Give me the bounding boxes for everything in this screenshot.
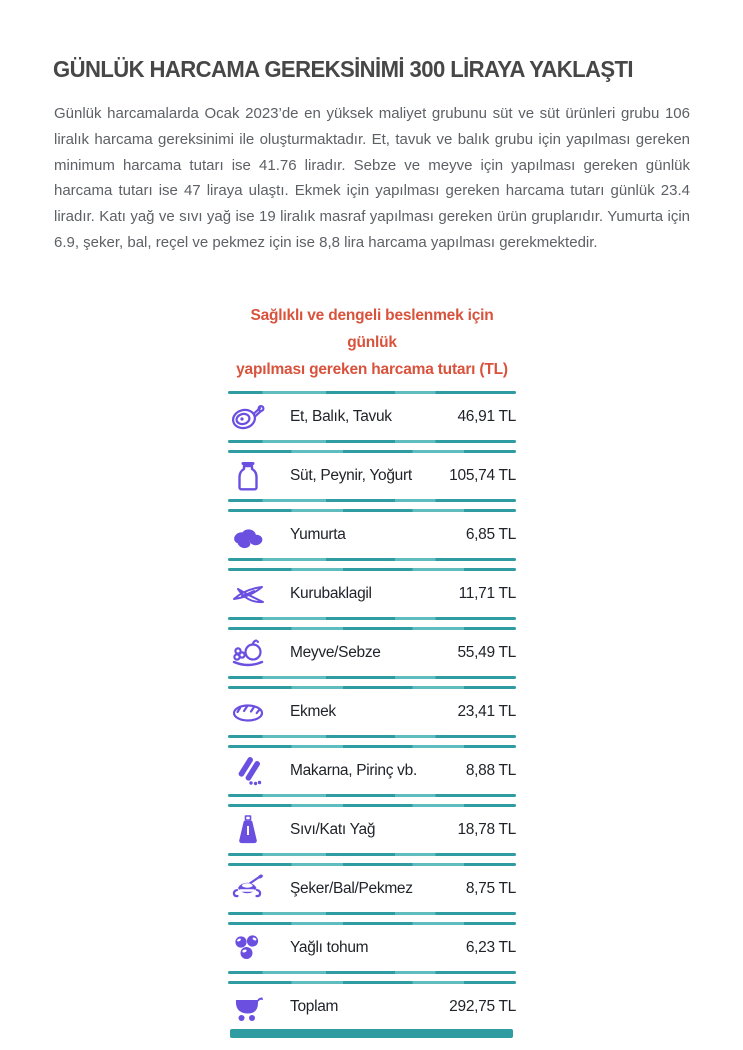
eggs-icon (230, 517, 266, 553)
seeds-icon-cell (228, 930, 288, 966)
bread-icon (230, 694, 266, 730)
row-label: Makarna, Pirinç vb. (290, 762, 417, 779)
legumes-icon (230, 576, 266, 612)
row-label: Sıvı/Katı Yağ (290, 821, 376, 838)
table-row (228, 750, 516, 792)
row-divider (228, 497, 516, 514)
row-label: Ekmek (290, 703, 336, 720)
row-value: 292,75 TL (449, 998, 516, 1015)
pasta-icon-cell (228, 753, 288, 789)
row-label: Yumurta (290, 526, 346, 543)
row-divider (228, 733, 516, 750)
row-label: Et, Balık, Tavuk (290, 408, 392, 425)
meat-icon (230, 399, 266, 435)
table-row (228, 632, 516, 674)
table-row (228, 809, 516, 851)
table-row (228, 455, 516, 497)
table-row (228, 396, 516, 438)
expense-table-rows (228, 396, 516, 1028)
fruit-vegetable-icon (230, 635, 266, 671)
honey-icon (230, 871, 266, 907)
row-value: 105,74 TL (449, 467, 516, 484)
infographic-title (228, 302, 516, 383)
row-value: 11,71 TL (458, 585, 516, 602)
row-divider (228, 615, 516, 632)
table-row (228, 573, 516, 615)
table-row (228, 868, 516, 910)
row-value: 18,78 TL (457, 821, 516, 838)
eggs-icon-cell (228, 517, 288, 553)
row-divider (228, 851, 516, 868)
table-row (228, 691, 516, 733)
cart-icon-cell (228, 989, 288, 1025)
table-row (228, 927, 516, 969)
footer-accent-bar (230, 1029, 513, 1038)
article-paragraph: Günlük harcamalarda Ocak 2023’de en yüksek maliyet grubunu süt ve süt ürünleri grubu 106 liralık harcama gereksinimi ile oluşturmaktadır. Et, tavuk ve balık grubu için yapılması gereken minimum harcama tutarı ise 41.76 liradır. Sebze ve meyve için yapılması gereken günlük harcama tutarı ise 47 liraya ulaştı. Ekmek için yapılması gereken harcama tutarı günlük 23.4 liradır. Katı yağ ve sıvı yağ ise 19 liralık masraf yapılması gereken ürün gruplarıdır. Yumurta için 6.9, şeker, bal, reçel ve pekmez için ise 8,8 lira harcama yapılması gerekmektedir. (54, 105, 690, 251)
header-divider-line (228, 391, 516, 394)
table-row (228, 986, 516, 1028)
row-value: 8,75 TL (465, 880, 516, 897)
row-value: 6,23 TL (465, 939, 516, 956)
fruit-vegetable-icon-cell (228, 635, 288, 671)
infographic-title-line1: Sağlıklı ve dengeli beslenmek için günlük (250, 307, 494, 351)
row-divider (228, 969, 516, 986)
row-divider (228, 910, 516, 927)
infographic-title-line2: yapılması gereken harcama tutarı (TL) (236, 361, 508, 378)
oil-icon (230, 812, 266, 848)
page-title: GÜNLÜK HARCAMA GEREKSİNİMİ 300 LİRAYA YAKLAŞTI (53, 56, 633, 82)
seeds-icon (230, 930, 266, 966)
row-value: 46,91 TL (457, 408, 516, 425)
row-label: Süt, Peynir, Yoğurt (290, 467, 412, 484)
legumes-icon-cell (228, 576, 288, 612)
honey-icon-cell (228, 871, 288, 907)
table-row (228, 514, 516, 556)
expense-infographic (228, 302, 516, 1028)
row-value: 55,49 TL (457, 644, 516, 661)
row-divider (228, 674, 516, 691)
pasta-icon (230, 753, 266, 789)
cart-icon (230, 989, 266, 1025)
row-divider (228, 438, 516, 455)
milk-icon-cell (228, 458, 288, 494)
milk-icon (230, 458, 266, 494)
row-label: Yağlı tohum (290, 939, 369, 956)
row-value: 23,41 TL (457, 703, 516, 720)
row-label: Şeker/Bal/Pekmez (290, 880, 413, 897)
row-value: 6,85 TL (465, 526, 516, 543)
row-label: Toplam (290, 998, 339, 1015)
meat-icon-cell (228, 399, 288, 435)
bread-icon-cell (228, 694, 288, 730)
row-divider (228, 792, 516, 809)
oil-icon-cell (228, 812, 288, 848)
row-value: 8,88 TL (465, 762, 516, 779)
row-label: Meyve/Sebze (290, 644, 381, 661)
row-divider (228, 556, 516, 573)
row-label: Kurubaklagil (290, 585, 372, 602)
